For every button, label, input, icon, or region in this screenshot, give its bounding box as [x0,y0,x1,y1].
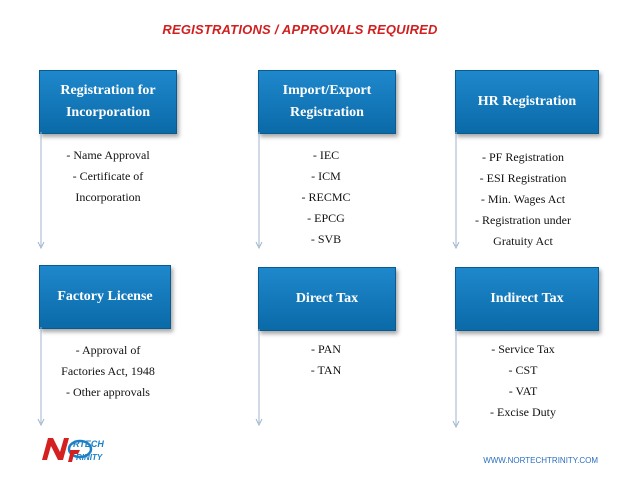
website-link[interactable]: WWW.NORTECHTRINITY.COM [483,456,598,465]
logo-text-bottom: RINITY [76,453,103,462]
list-item: - VAT [508,384,538,398]
list-item: - PF Registration [481,150,564,164]
down-arrow-icon [37,327,45,427]
list-item: Factories Act, 1948 [61,364,155,378]
box-import-export [258,70,396,134]
box-factory-license [39,265,171,329]
list-item: - Approval of [75,343,141,357]
list-item: - SVB [310,232,342,246]
list-item: - ESI Registration [479,171,567,185]
down-arrow-icon [255,329,263,427]
list-item: - Excise Duty [490,405,556,419]
items-factory-license [33,340,183,403]
list-item: - RECMC [301,190,351,204]
box-label-line: Direct Tax [295,291,359,306]
nortech-trinity-logo [40,434,150,464]
list-item: - Certificate of [72,169,144,183]
list-item: Gratuity Act [493,234,553,248]
box-label-line: HR Registration [477,94,577,109]
box-indirect-tax [455,267,599,331]
list-item: - PAN [311,342,341,356]
box-label-line: Import/Export [282,83,372,98]
list-item: - Other approvals [66,385,150,399]
list-item: - Min. Wages Act [480,192,566,206]
list-item: - TAN [310,363,342,377]
list-item: - IEC [312,148,340,162]
list-item: Incorporation [75,190,141,204]
items-hr-registration [448,147,598,252]
logo-text-top: RTECH [73,439,104,449]
down-arrow-icon [452,132,460,250]
box-direct-tax [258,267,396,331]
box-hr-registration [455,70,599,134]
box-registration-incorporation [39,70,177,134]
page-title: REGISTRATIONS / APPROVALS REQUIRED [162,22,438,37]
box-label-line: Indirect Tax [490,291,564,306]
items-direct-tax [251,339,401,381]
down-arrow-icon [452,329,460,429]
box-label-line: Incorporation [65,105,150,120]
list-item: - CST [508,363,538,377]
down-arrow-icon [255,132,263,250]
list-item: - EPCG [307,211,345,225]
box-label-line: Registration for [60,83,156,98]
box-label-line: Factory License [57,289,153,304]
list-item: - Service Tax [491,342,555,356]
items-registration-incorporation [33,145,183,208]
box-label-line: Registration [290,105,364,120]
list-item: - Name Approval [66,148,150,162]
items-import-export [251,145,401,250]
down-arrow-icon [37,132,45,250]
list-item: - Registration under [475,213,571,227]
items-indirect-tax [448,339,598,423]
list-item: - ICM [311,169,341,183]
